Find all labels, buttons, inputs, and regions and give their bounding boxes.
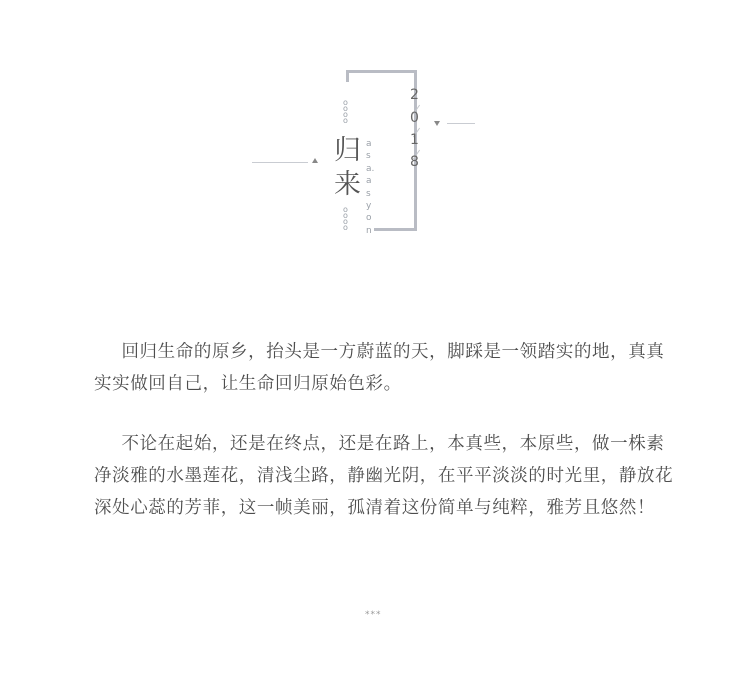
frame-bracket-tick xyxy=(346,70,349,82)
year-digit-3: 1 xyxy=(410,132,419,148)
vertical-subtitle: asa. asyon xyxy=(366,139,375,236)
footer-ornament: *** xyxy=(365,610,382,620)
paragraph-1 xyxy=(94,336,674,400)
title-char-2: 来 xyxy=(334,169,361,200)
frame-bracket-bottom xyxy=(374,228,417,231)
paragraph-1-text: 回归生命的原乡，抬头是一方蔚蓝的天，脚踩是一领踏实的地，真真实实做回自己，让生命回归原始色彩。 xyxy=(94,342,665,394)
paragraph-2 xyxy=(94,428,674,524)
dots-top: oooo xyxy=(343,98,348,125)
triangle-down-icon xyxy=(434,121,440,126)
year-digit-2: 0 xyxy=(410,110,419,126)
triangle-up-icon xyxy=(312,158,318,163)
decor-line-right xyxy=(447,123,475,124)
dots-bottom: oooo xyxy=(343,205,348,232)
year-digit-4: 8 xyxy=(410,154,419,170)
title-char-1: 归 xyxy=(334,135,361,166)
decor-line-left xyxy=(252,162,308,163)
paragraph-2-text: 不论在起始，还是在终点，还是在路上，本真些，本原些，做一株素净淡雅的水墨莲花，清浅尘路，静幽光阴，在平平淡淡的时光里，静放花深处心蕊的芳菲，这一帧美丽，孤清着这份简单与纯粹，雅芳且悠然！ xyxy=(94,434,674,518)
header-decoration xyxy=(0,0,750,270)
year-digit-1: 2 xyxy=(410,87,419,103)
